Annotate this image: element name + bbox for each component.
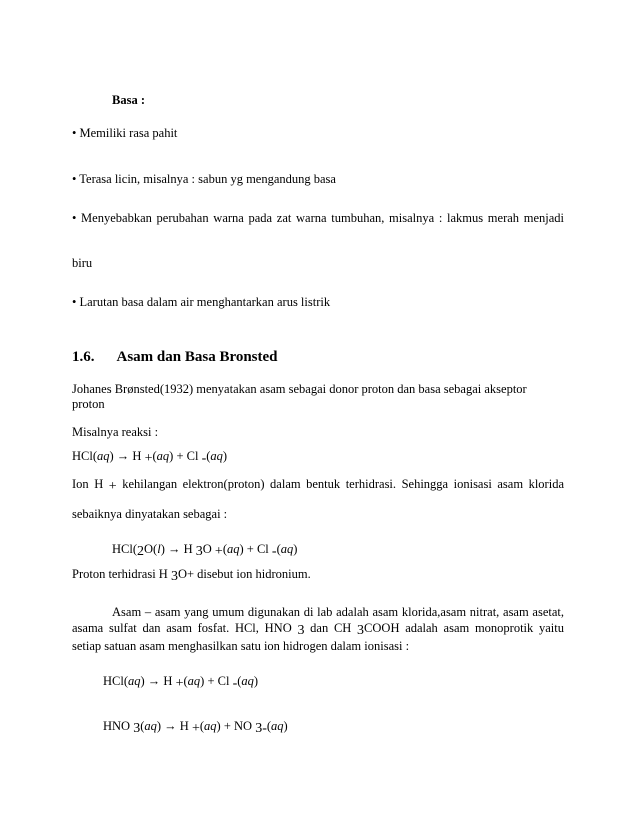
example-label: Misalnya reaksi : — [72, 425, 159, 439]
basa-item: • Memiliki rasa pahit — [72, 126, 178, 140]
equation-2: HCl(2O(l) → H 3O +(aq) + Cl -(aq) — [112, 542, 298, 559]
equation-1: HCl(aq) → H +(aq) + Cl -(aq) — [72, 449, 228, 466]
proton-line: Proton terhidrasi H 3O+ disebut ion hidronium. — [72, 567, 311, 584]
paragraph-line: asama sulfat dan asam fosfat. HCl, HNO 3 dan CH 3COOH adalah asam monoprotik yaitu — [72, 621, 564, 638]
section-number: 1.6. — [72, 349, 95, 365]
section-heading — [72, 349, 278, 365]
ion-line: Ion H + kehilangan elektron(proton) dalam bentuk terhidrasi. Sehingga ionisasi asam klorida — [72, 477, 564, 494]
basa-item: • Larutan basa dalam air menghantarkan arus listrik — [72, 295, 331, 309]
basa-heading-text: Basa : — [112, 93, 145, 107]
basa-item: • Terasa licin, misalnya : sabun yg mengandung basa — [72, 172, 336, 186]
paragraph-line: Asam – asam yang umum digunakan di lab adalah asam klorida,asam nitrat, asam asetat, — [112, 605, 564, 619]
paragraph-line: setiap satuan asam menghasilkan satu ion hidrogen dalam ionisasi : — [72, 639, 410, 653]
basa-item: • Menyebabkan perubahan warna pada zat warna tumbuhan, misalnya : lakmus merah menjadi — [72, 211, 564, 225]
basa-item-continuation: biru — [72, 256, 93, 270]
ion-line-2: sebaiknya dinyatakan sebagai : — [72, 507, 228, 521]
equation-4: HNO 3(aq) → H +(aq) + NO 3-(aq) — [103, 719, 288, 736]
intro-line: Johanes Brønsted(1932) menyatakan asam sebagai donor proton dan basa sebagai akseptor — [72, 382, 527, 396]
basa-heading — [112, 92, 145, 108]
intro-line: proton — [72, 397, 105, 411]
section-title: Asam dan Basa Bronsted — [116, 349, 278, 365]
equation-3: HCl(aq) → H +(aq) + Cl -(aq) — [103, 674, 259, 691]
